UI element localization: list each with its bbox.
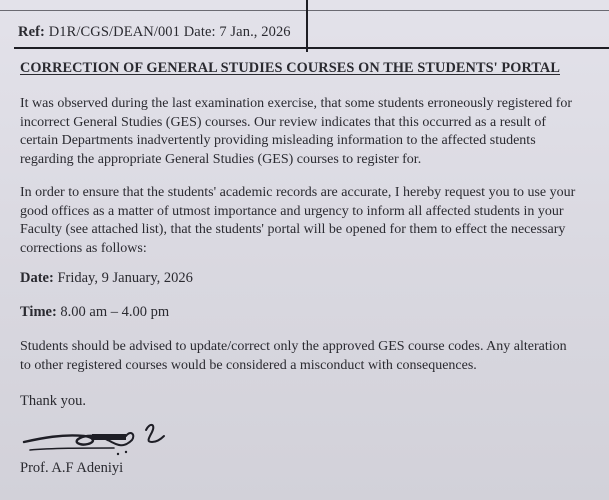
time-label: Time: — [20, 304, 57, 320]
memo-subject: CORRECTION OF GENERAL STUDIES COURSES ON THE STUDENTS' PORTAL — [20, 60, 560, 76]
date-label: Date: — [20, 270, 54, 286]
paragraph-advice: Students should be advised to update/correct only the approved GES course codes. Any alteration to other registered courses would be considered a misconduct with consequences. — [20, 339, 567, 373]
handwritten-signature — [22, 418, 182, 462]
time-value: 8.00 am – 4.00 pm — [60, 304, 170, 320]
reference-value: D1R/CGS/DEAN/001 Date: 7 Jan., 2026 — [48, 24, 291, 40]
reference-label: Ref: — [18, 24, 45, 40]
date-value: Friday, 9 January, 2026 — [57, 270, 193, 286]
top-divider — [0, 10, 609, 11]
date-line — [20, 270, 193, 287]
vertical-divider — [306, 0, 308, 52]
time-line — [20, 304, 169, 321]
signatory-name: Prof. A.F Adeniyi — [20, 460, 124, 476]
reference-line — [18, 24, 291, 41]
paragraph-observation: It was observed during the last examination exercise, that some students erroneously registered for incorrect General Studies (GES) courses. Our review indicates that this occurred as a result of certain Departments inadvertently providing misleading information to the affected students regarding the appropriate General Studies (GES) courses to register for. — [20, 96, 573, 167]
header-divider — [14, 47, 609, 49]
paragraph-request: In order to ensure that the students' academic records are accurate, I hereby request you to use your good offices as a matter of utmost importance and urgency to inform all affected students in your Faculty (see attached list), that the students' portal will be opened for them to effect the necessary corrections as follows: — [20, 185, 576, 256]
closing-line: Thank you. — [20, 393, 87, 409]
